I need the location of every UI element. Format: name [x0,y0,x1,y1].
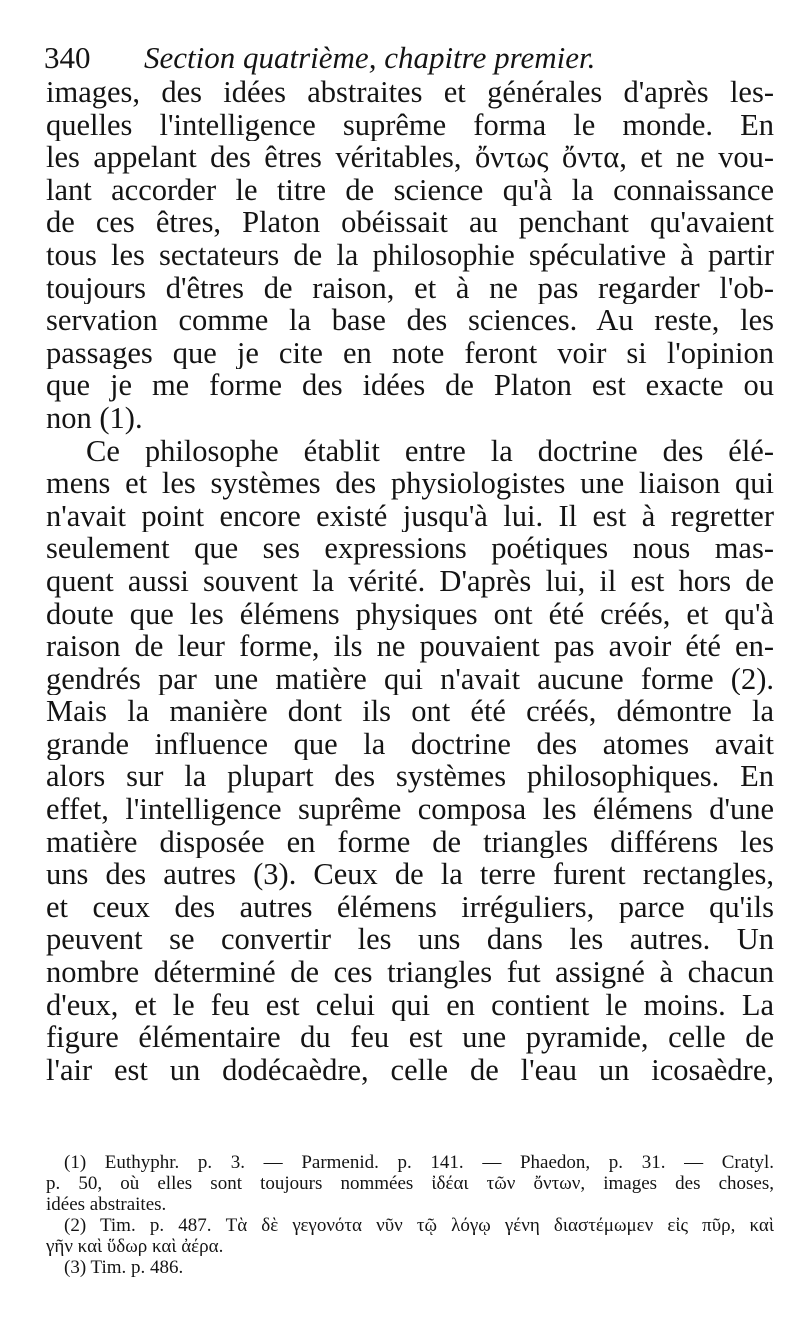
text-line: uns des autres (3). Ceux de la terre furent rectangles, [46,858,774,891]
text-line: que je me forme des idées de Platon est exacte ou [46,369,774,402]
text-line: figure élémentaire du feu est une pyramide, celle de [46,1021,774,1054]
running-title: Section quatrième, chapitre premier. [144,40,596,75]
text-line: et ceux des autres élémens irréguliers, parce qu'ils [46,890,774,924]
main-text [46,76,774,1086]
text-line: tous les sectateurs de la philosophie spéculative à partir [46,238,774,272]
footnote-line: p. 50, où elles sont toujours nommées ἰδέαι τῶν ὄντων, images des choses, [46,1173,774,1194]
text-line: seulement que ses expressions poétiques nous mas- [46,532,774,565]
text-line: nombre déterminé de ces triangles fut assigné à chacun [46,956,774,989]
text-line: doute que les élémens physiques ont été créés, et qu'à [46,597,774,631]
text-line: peuvent se convertir les uns dans les autres. Un [46,923,774,957]
text-line: grande influence que la doctrine des atomes avait [46,727,774,761]
text-line: n'avait point encore existé jusqu'à lui. Il est à regretter [46,499,774,533]
page-header [44,40,764,76]
text-line: d'eux, et le feu est celui qui en contient le moins. La [46,988,774,1022]
text-line: images, des idées abstraites et générales d'après les- [46,76,774,109]
text-line: les appelant des êtres véritables, ὄντως ὄντα, et ne vou- [46,141,774,174]
footnotes [46,1152,774,1278]
text-line: toujours d'êtres de raison, et à ne pas regarder l'ob- [46,271,774,305]
text-line: servation comme la base des sciences. Au reste, les [46,304,774,337]
footnote-line: idées abstraites. [46,1194,167,1215]
text-line: lant accorder le titre de science qu'à la connaissance [46,173,774,207]
footnote-line: γῆν καὶ ὕδωρ καὶ ἀέρα. [46,1236,224,1257]
text-line: raison de leur forme, ils ne pouvaient pas avoir été en- [46,630,774,663]
text-line: passages que je cite en note feront voir si l'opinion [46,336,774,370]
text-line: alors sur la plupart des systèmes philosophiques. En [46,760,774,794]
footnote-line: (1) Euthyphr. p. 3. — Parmenid. p. 141. — Phaedon, p. 31. — Cratyl. [64,1152,774,1173]
footnote-line: (3) Tim. p. 486. [64,1257,184,1278]
text-line: matière disposée en forme de triangles différens les [46,825,774,859]
text-line: non (1). [46,401,143,435]
text-line: mens et les systèmes des physiologistes une liaison qui [46,467,774,500]
footnote-line: (2) Tim. p. 487. Τὰ δὲ γεγονότα νῦν τῷ λόγῳ γένη διαστέμωμεν εἰς πῦρ, καὶ [64,1215,774,1236]
text-line: quent aussi souvent la vérité. D'après lui, il est hors de [46,564,774,598]
text-line: de ces êtres, Platon obéissait au penchant qu'avaient [46,206,774,239]
text-line: gendrés par une matière qui n'avait aucune forme (2). [46,662,774,696]
text-line: effet, l'intelligence suprême composa les élémens d'une [46,793,774,826]
text-line: Mais la manière dont ils ont été créés, démontre la [46,695,774,728]
text-line: Ce philosophe établit entre la doctrine des élé- [86,434,774,468]
text-line: l'air est un dodécaèdre, celle de l'eau un icosaèdre, [46,1053,774,1087]
page-number: 340 [44,40,91,75]
text-line: quelles l'intelligence suprême forma le monde. En [46,108,774,142]
